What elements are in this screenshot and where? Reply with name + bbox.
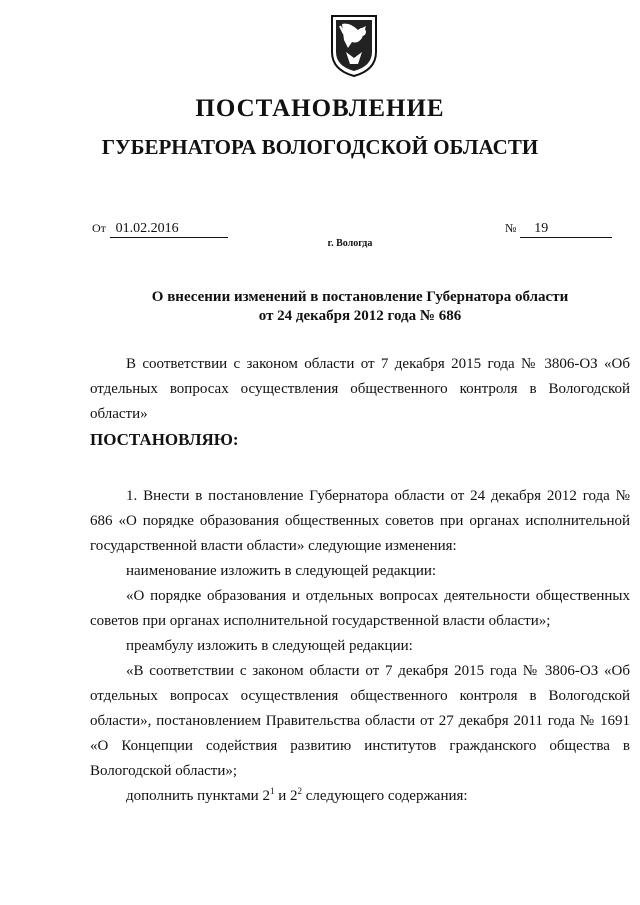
preamble-block — [90, 352, 630, 427]
paragraph-3: «О порядке образования и отдельных вопросах деятельности общественных советов при органах исполнительной государственной власти области»; — [90, 588, 630, 629]
coat-of-arms-emblem — [328, 12, 380, 78]
paragraph-6-part-a: дополнить пунктами 2 — [126, 788, 270, 804]
superscript-2: 2 — [297, 786, 302, 796]
decree-body — [90, 484, 630, 809]
document-subtitle: ГУБЕРНАТОРА ВОЛОГОДСКОЙ ОБЛАСТИ — [101, 135, 539, 159]
paragraph-5: «В соответствии с законом области от 7 декабря 2015 года № 3806-ОЗ «Об отдельных вопросах осуществления общественного контроля в Вологодской области», постановлением Правительства области от 27 декабря 2011 года № 1691 «О Концепции содействия развитию институтов гражданского общества в Вологодской области»; — [90, 663, 630, 779]
decree-heading: ПОСТАНОВЛЯЮ: — [90, 430, 239, 449]
paragraph-6-part-b: и 2 — [274, 788, 298, 804]
city-label: г. Вологда — [327, 238, 373, 249]
date-label: От — [92, 221, 106, 235]
paragraph-4: преамбулу изложить в следующей редакции: — [126, 638, 413, 654]
date-field — [92, 220, 228, 238]
paragraph-6-part-c: следующего содержания: — [302, 788, 468, 804]
number-value: 19 — [520, 221, 612, 238]
preamble-text: В соответствии с законом области от 7 декабря 2015 года № 3806-ОЗ «Об отдельных вопросах осуществления общественного контроля в Вологодской области» — [90, 356, 630, 422]
number-label: № — [505, 221, 517, 235]
number-field — [505, 220, 612, 238]
subject-line-1: О внесении изменений в постановление Губернатора области — [151, 289, 569, 305]
document-title: ПОСТАНОВЛЕНИЕ — [195, 95, 445, 122]
paragraph-1: 1. Внести в постановление Губернатора области от 24 декабря 2012 года № 686 «О порядке образования общественных советов при органах исполнительной государственной власти области» следующие изменения: — [90, 488, 630, 554]
subject-line-2: от 24 декабря 2012 года № 686 — [258, 308, 462, 324]
superscript-1: 1 — [269, 786, 275, 796]
document-subject — [0, 288, 640, 326]
paragraph-2: наименование изложить в следующей редакции: — [126, 563, 437, 579]
paragraph-6 — [90, 784, 630, 809]
date-value: 01.02.2016 — [110, 221, 228, 238]
